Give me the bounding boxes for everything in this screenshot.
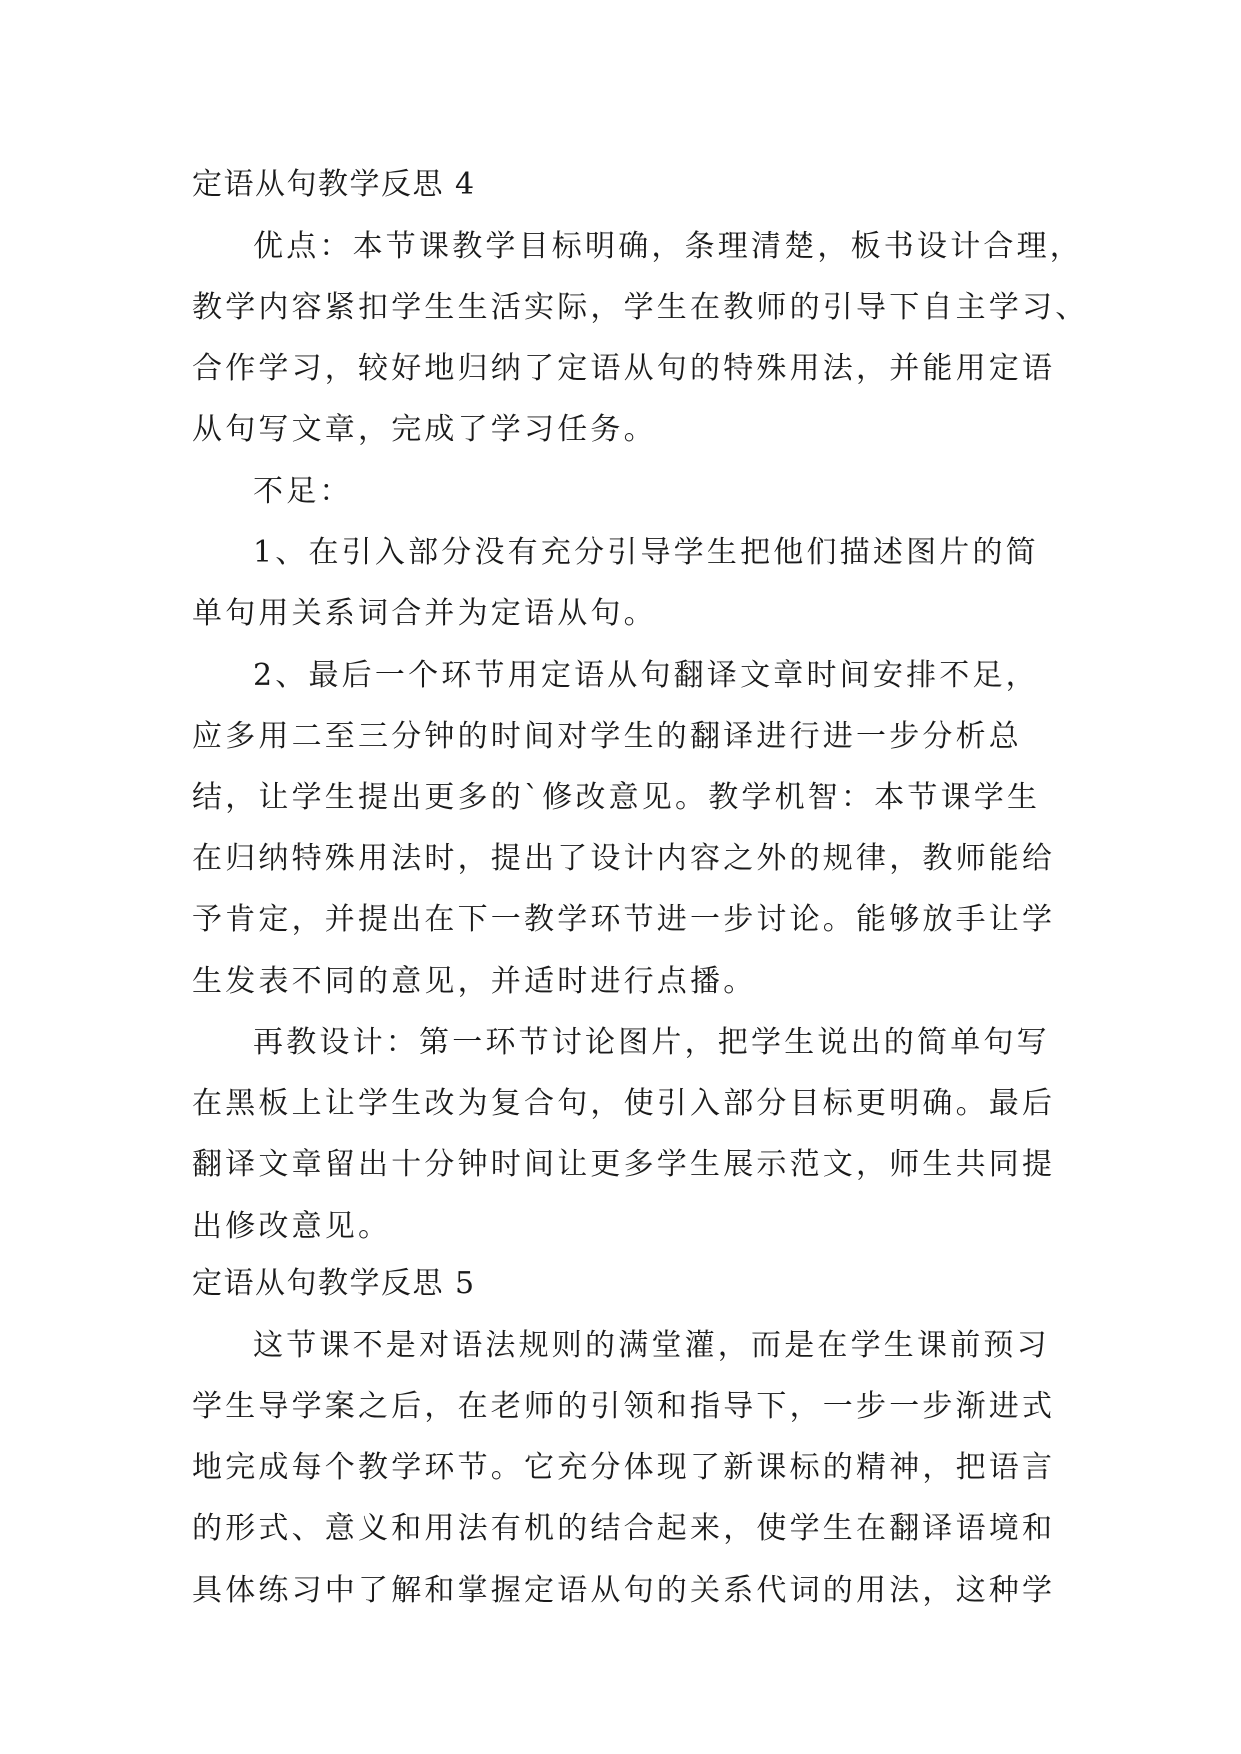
section-5-title: 定语从句教学反思 5: [192, 1266, 476, 1301]
paragraph-line: 结，让学生提出更多的`修改意见。教学机智：本节课学生: [192, 780, 1041, 815]
paragraph-line: 不足：: [253, 474, 353, 509]
paragraph-line: 这节课不是对语法规则的满堂灌，而是在学生课前预习: [253, 1328, 1050, 1363]
paragraph-line: 单句用关系词合并为定语从句。: [192, 596, 657, 631]
paragraph-line: 在黑板上让学生改为复合句，使引入部分目标更明确。最后: [192, 1086, 1056, 1121]
paragraph-line: 翻译文章留出十分钟时间让更多学生展示范文，师生共同提: [192, 1147, 1056, 1182]
paragraph-line: 予肯定，并提出在下一教学环节进一步讨论。能够放手让学: [192, 902, 1056, 937]
paragraph-line: 的形式、意义和用法有机的结合起来，使学生在翻译语境和: [192, 1511, 1056, 1546]
paragraph-line: 2、最后一个环节用定语从句翻译文章时间安排不足，: [253, 658, 1039, 693]
paragraph-line: 应多用二至三分钟的时间对学生的翻译进行进一步分析总: [192, 719, 1022, 754]
paragraph-line: 1、在引入部分没有充分引导学生把他们描述图片的简: [253, 535, 1039, 570]
paragraph-line: 出修改意见。: [192, 1209, 392, 1244]
paragraph-line: 优点：本节课教学目标明确，条理清楚，板书设计合理，: [253, 229, 1083, 264]
paragraph-line: 在归纳特殊用法时，提出了设计内容之外的规律，教师能给: [192, 841, 1056, 876]
paragraph-line: 具体练习中了解和掌握定语从句的关系代词的用法，这种学: [192, 1573, 1056, 1608]
paragraph-line: 地完成每个教学环节。它充分体现了新课标的精神，把语言: [192, 1450, 1056, 1485]
paragraph-line: 合作学习，较好地归纳了定语从句的特殊用法，并能用定语: [192, 351, 1056, 386]
section-4-title: 定语从句教学反思 4: [192, 167, 476, 202]
paragraph-line: 学生导学案之后，在老师的引领和指导下，一步一步渐进式: [192, 1389, 1056, 1424]
paragraph-line: 从句写文章，完成了学习任务。: [192, 412, 657, 447]
paragraph-line: 教学内容紧扣学生生活实际，学生在教师的引导下自主学习、: [192, 290, 1089, 325]
paragraph-line: 生发表不同的意见，并适时进行点播。: [192, 964, 757, 999]
paragraph-line: 再教设计：第一环节讨论图片，把学生说出的简单句写: [253, 1025, 1050, 1060]
